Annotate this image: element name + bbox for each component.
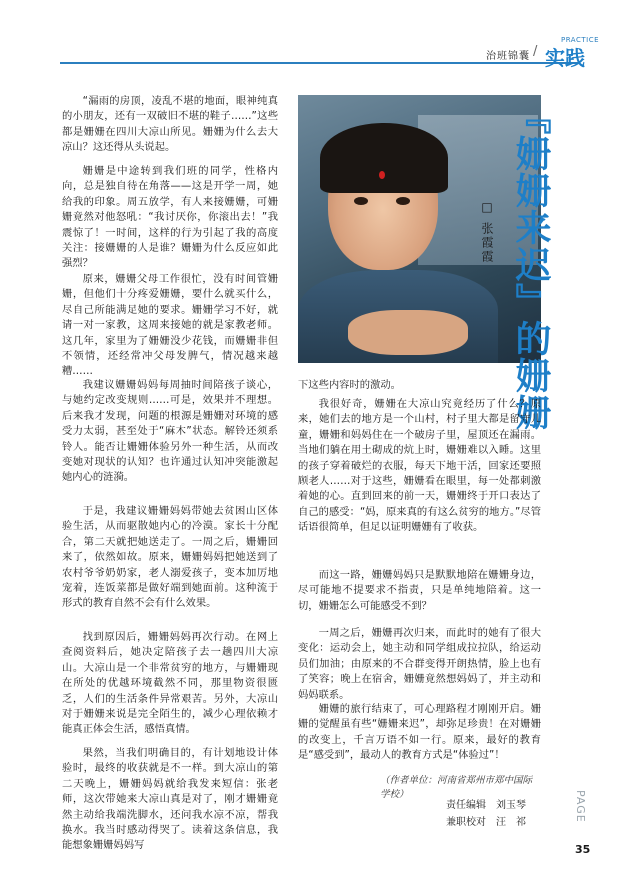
article-title: 『姗姗来迟』的姗姗 [510,98,552,431]
photo-girl-hands [348,310,468,355]
photo-eye-left [354,197,368,205]
photo-forehead-dot [379,171,385,179]
header-rule [60,62,580,64]
page-label: PAGE [574,790,587,823]
paragraph: 姗姗的旅行结束了，可心理路程才刚刚开启。姗姗的觉醒虽有些“姗姗来迟”，却弥足珍贵！在对姗姗的改变上，千言万语不如一行。原来，最好的教育是“感受到”，最动人的教育方式是“体验过”！ [298,703,541,762]
column-brand [543,36,601,70]
photo-eye-right [396,197,410,205]
paragraph: 原来，姗姗父母工作很忙，没有时间管姗姗，但他们十分疼爱姗姗，要什么就买什么，尽自己所能满足她的要求。姗姗学习不好，就请一对一家教，这周来接她的就是家教老师。这几年，家里为了姗姗没少花钱，而姗姗非但不领情，还经常冲父母发脾气，情况越来越糟…… [62,273,278,378]
brand-english: PRACTICE [561,36,600,44]
paragraph: 一周之后，姗姗再次归来，而此时的她有了很大变化：运动会上，她主动和同学组成拉拉队，给运动员们加油；由原来的不合群变得开朗热情，脸上也有了笑容；晚上在宿舍，姗姗竟然想妈妈了，并主动和妈妈联系。 [298,627,541,701]
paragraph: 我建议姗姗妈妈每周抽时间陪孩子谈心，与她约定改变规则……可是，效果并不理想。后来我才发现，问题的根源是姗姗对环境的感受力太弱，甚至处于“麻木”状态。解铃还须系铃人。能否让姗姗体验另外一种生活，从而改变她对现状的认知？也许通过认知冲突能激起她内心的涟漪。 [62,379,278,484]
section-label: 治班锦囊 [486,51,530,62]
paragraph: 我很好奇，姗姗在大凉山究竟经历了什么？原来，她们去的地方是一个山村，村子里大都是留守儿童，姗姗和妈妈住在一个破房子里，屋顶还在漏雨。当地们躺在用土砌成的炕上时，姗姗难以入睡。这里的孩子穿着破烂的衣服，每天下地干活，回家还要照顾老人……对于这些，姗姗看在眼里，每一处都刺激着她的心。直到回来的前一天，姗姗终于开口表达了自己的感受：“妈，原来真的有这么贫穷的地方。”尽管话语很简单，但足以证明姗姗有了收获。 [298,398,541,534]
article-photo [298,95,541,363]
paragraph: 下这些内容时的激动。 [298,379,401,391]
author-affiliation: （作者单位：河南省郑州市郑中国际学校） [380,775,533,800]
proofreader-credit: 兼职校对 汪 祁 [446,817,526,828]
article-author: □ 张霞霞 [480,200,494,264]
paragraph: “漏雨的房顶，凌乱不堪的地面，眼神纯真的小朋友，还有一双破旧不堪的鞋子……”这些都是姗姗在四川大凉山所见。姗姗为什么去大凉山？这还得从头说起。 [62,95,278,154]
photo-girl-hair [320,123,448,193]
editor-credit: 责任编辑 刘玉琴 [446,800,526,811]
paragraph: 找到原因后，姗姗妈妈再次行动。在网上查阅资料后，她决定陪孩子去一趟四川大凉山。大凉山是一个非常贫穷的地方，与姗姗现在所处的优越环境截然不同，那里物资很匮乏，人们的生活条件异常艰苦。另外，大凉山对于姗姗来说是完全陌生的，减少心理依赖才能真正体会生活，感悟真情。 [62,631,278,736]
paragraph: 姗姗是中途转到我们班的同学，性格内向，总是独自待在角落——这是开学一周，她给我的印象。周五放学，有人来接姗姗，可姗姗竟然对他怒吼：“我讨厌你，你滚出去！”我震惊了！一时间，这样的行为引起了我的高度关注：接姗姗的人是谁？姗姗为什么反应如此强烈？ [62,165,278,270]
paragraph: 果然，当我们明确目的，有计划地设计体验时，最终的收获就是不一样。到大凉山的第二天晚上，姗姗妈妈就给我发来短信：张老师，这次带她来大凉山真是对了，刚才姗姗竟然主动给我端洗脚水，还问我水凉不凉，帮我换水。我当时感动得哭了。读着这条信息，我能想象姗姗妈妈写 [62,747,278,852]
paragraph: 于是，我建议姗姗妈妈带她去贫困山区体验生活，从而驱散她内心的冷漠。家长十分配合，第二天就把她送走了。一周之后，姗姗回来了，依然如故。原来，姗姗妈妈把她送到了农村爷爷奶奶家，老人溺爱孩子，变本加厉地宠着，连饭菜都是做好端到她面前。这种流于形式的教育自然不会有什么效果。 [62,505,278,610]
paragraph: 而这一路，姗姗妈妈只是默默地陪在姗姗身边，尽可能地不提要求不指责，只是单纯地陪着。这一切，姗姗怎么可能感受不到？ [298,569,541,612]
brand-chinese: 实践 [545,46,585,70]
header-divider: / [533,44,538,59]
page-number: 35 [575,843,591,856]
